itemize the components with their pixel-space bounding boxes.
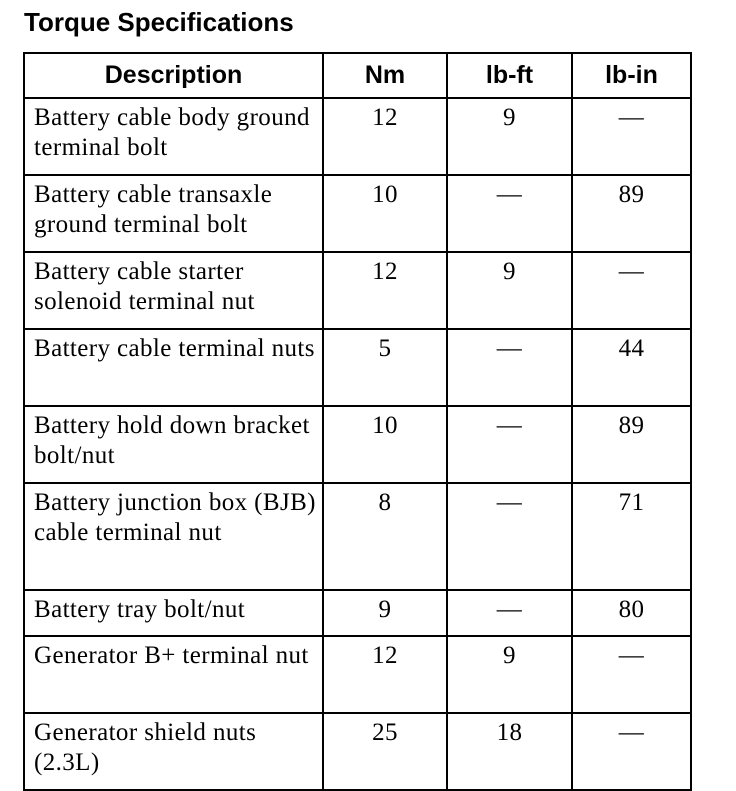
nm-cell: 9 [323, 590, 447, 636]
lb-in-cell: 80 [572, 590, 691, 636]
description-cell: Battery junction box (BJB) cable terminal nut [24, 483, 323, 590]
lb-in-cell: 89 [572, 406, 691, 483]
nm-cell: 10 [323, 406, 447, 483]
column-header-nm: Nm [323, 53, 447, 98]
table-row [24, 406, 691, 483]
table-row [24, 483, 691, 590]
lb-ft-cell: 9 [447, 98, 572, 175]
nm-cell: 10 [323, 175, 447, 252]
table-row [24, 590, 691, 636]
table-row [24, 329, 691, 406]
lb-in-cell: — [572, 252, 691, 329]
nm-cell: 12 [323, 252, 447, 329]
lb-ft-cell: — [447, 175, 572, 252]
nm-cell: 5 [323, 329, 447, 406]
nm-cell: 12 [323, 98, 447, 175]
description-cell: Generator B+ terminal nut [24, 636, 323, 713]
nm-cell: 12 [323, 636, 447, 713]
lb-ft-cell: 9 [447, 636, 572, 713]
column-header-description: Description [24, 53, 323, 98]
lb-ft-cell: — [447, 329, 572, 406]
description-cell: Battery cable starter solenoid terminal nut [24, 252, 323, 329]
table-row [24, 713, 691, 790]
lb-in-cell: — [572, 713, 691, 790]
lb-in-cell: 71 [572, 483, 691, 590]
lb-in-cell: — [572, 98, 691, 175]
lb-in-cell: — [572, 636, 691, 713]
column-header-lb-ft: lb-ft [447, 53, 572, 98]
description-cell: Battery cable transaxle ground terminal bolt [24, 175, 323, 252]
nm-cell: 25 [323, 713, 447, 790]
lb-ft-cell: 18 [447, 713, 572, 790]
nm-cell: 8 [323, 483, 447, 590]
description-cell: Generator shield nuts (2.3L) [24, 713, 323, 790]
table-row [24, 636, 691, 713]
lb-ft-cell: — [447, 590, 572, 636]
lb-ft-cell: — [447, 406, 572, 483]
lb-in-cell: 89 [572, 175, 691, 252]
table-row [24, 252, 691, 329]
column-header-lb-in: lb-in [572, 53, 691, 98]
lb-in-cell: 44 [572, 329, 691, 406]
table-row [24, 175, 691, 252]
page-title: Torque Specifications [24, 7, 294, 37]
table-row [24, 98, 691, 175]
lb-ft-cell: — [447, 483, 572, 590]
torque-spec-table [23, 52, 692, 791]
description-cell: Battery hold down bracket bolt/nut [24, 406, 323, 483]
description-cell: Battery cable terminal nuts [24, 329, 323, 406]
description-cell: Battery cable body ground terminal bolt [24, 98, 323, 175]
lb-ft-cell: 9 [447, 252, 572, 329]
description-cell: Battery tray bolt/nut [24, 590, 323, 636]
table-header-row [24, 53, 691, 98]
